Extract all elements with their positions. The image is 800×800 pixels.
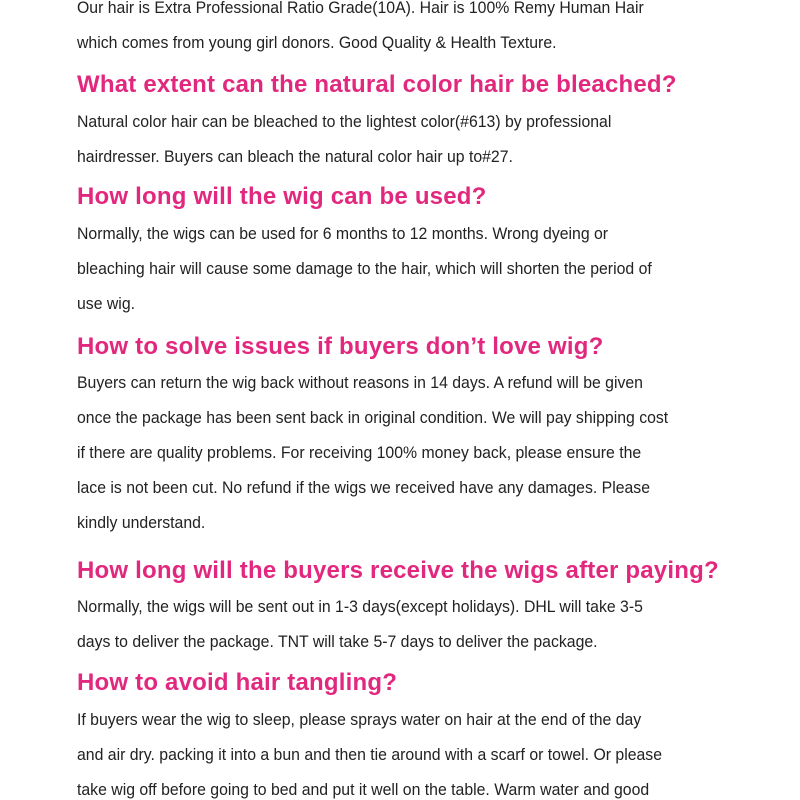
paragraph-line: hairdresser. Buyers can bleach the natural color hair up to#27. xyxy=(77,147,513,166)
paragraph-line: Natural color hair can be bleached to the lightest color(#613) by professional xyxy=(77,112,612,131)
paragraph-line: use wig. xyxy=(77,294,136,313)
faq-question-delivery: How long will the buyers receive the wigs after paying? xyxy=(77,557,719,584)
faq-question-returns: How to solve issues if buyers don’t love wig? xyxy=(77,333,604,360)
faq-question-tangling: How to avoid hair tangling? xyxy=(77,669,398,696)
paragraph-line: if there are quality problems. For receiving 100% money back, please ensure the xyxy=(77,443,642,462)
paragraph-line: once the package has been sent back in original condition. We will pay shipping cost xyxy=(77,408,669,427)
paragraph-line: bleaching hair will cause some damage to the hair, which will shorten the period of xyxy=(77,259,652,278)
paragraph-line: Normally, the wigs can be used for 6 months to 12 months. Wrong dyeing or xyxy=(77,224,609,243)
paragraph-line: and air dry. packing it into a bun and then tie around with a scarf or towel. Or please xyxy=(77,745,663,764)
paragraph-line: Normally, the wigs will be sent out in 1-3 days(except holidays). DHL will take 3-5 xyxy=(77,597,643,616)
paragraph-line: kindly understand. xyxy=(77,513,206,532)
paragraph-line: Our hair is Extra Professional Ratio Grade(10A). Hair is 100% Remy Human Hair xyxy=(77,0,644,17)
paragraph-line: days to deliver the package. TNT will take 5-7 days to deliver the package. xyxy=(77,632,598,651)
paragraph-line: which comes from young girl donors. Good Quality & Health Texture. xyxy=(77,33,557,52)
faq-question-bleaching: What extent can the natural color hair be bleached? xyxy=(77,71,677,98)
faq-question-lifespan: How long will the wig can be used? xyxy=(77,183,487,210)
paragraph-line: If buyers wear the wig to sleep, please sprays water on hair at the end of the day xyxy=(77,710,642,729)
paragraph-line: take wig off before going to bed and put it well on the table. Warm water and good xyxy=(77,780,650,799)
paragraph-line: lace is not been cut. No refund if the wigs we received have any damages. Please xyxy=(77,478,651,497)
paragraph-line: Buyers can return the wig back without reasons in 14 days. A refund will be given xyxy=(77,373,643,392)
